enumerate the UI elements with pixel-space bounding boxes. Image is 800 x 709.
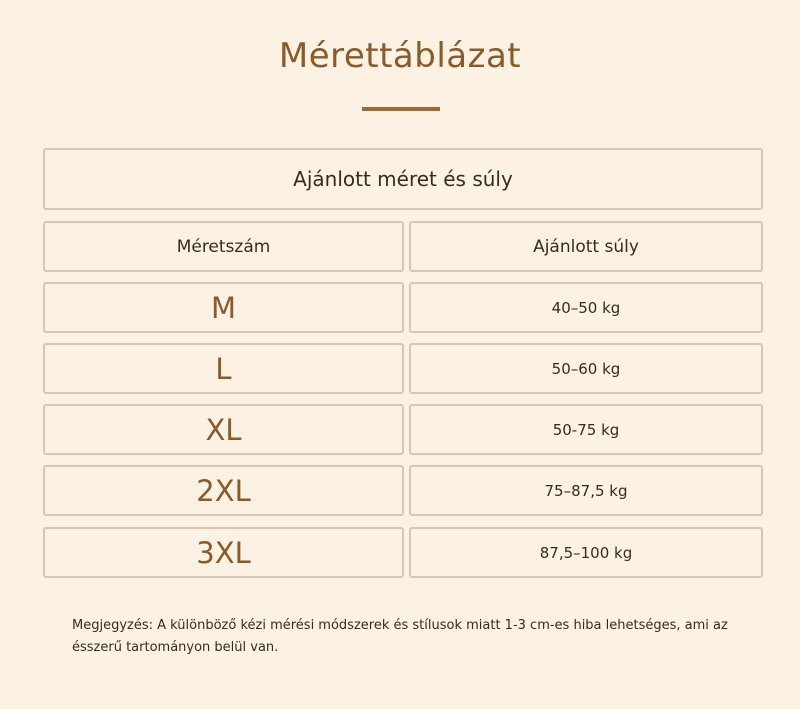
footnote: Megjegyzés: A különböző kézi mérési módszerek és stílusok miatt 1-3 cm-es hiba lehetséges, ami az ésszerű tartományon belül van. — [72, 618, 728, 655]
size-cell: M — [43, 282, 404, 333]
title-underline — [362, 107, 440, 111]
size-cell: XL — [43, 404, 404, 455]
weight-cell: 75–87,5 kg — [409, 465, 763, 516]
weight-cell: 50–60 kg — [409, 343, 763, 394]
size-cell: 3XL — [43, 527, 404, 578]
size-cell: 2XL — [43, 465, 404, 516]
weight-cell: 50-75 kg — [409, 404, 763, 455]
weight-cell: 87,5–100 kg — [409, 527, 763, 578]
column-header-weight: Ajánlott súly — [409, 221, 763, 272]
weight-cell: 40–50 kg — [409, 282, 763, 333]
page-title: Mérettáblázat — [278, 36, 522, 76]
table-caption: Ajánlott méret és súly — [43, 148, 763, 210]
size-cell: L — [43, 343, 404, 394]
column-header-size: Méretszám — [43, 221, 404, 272]
